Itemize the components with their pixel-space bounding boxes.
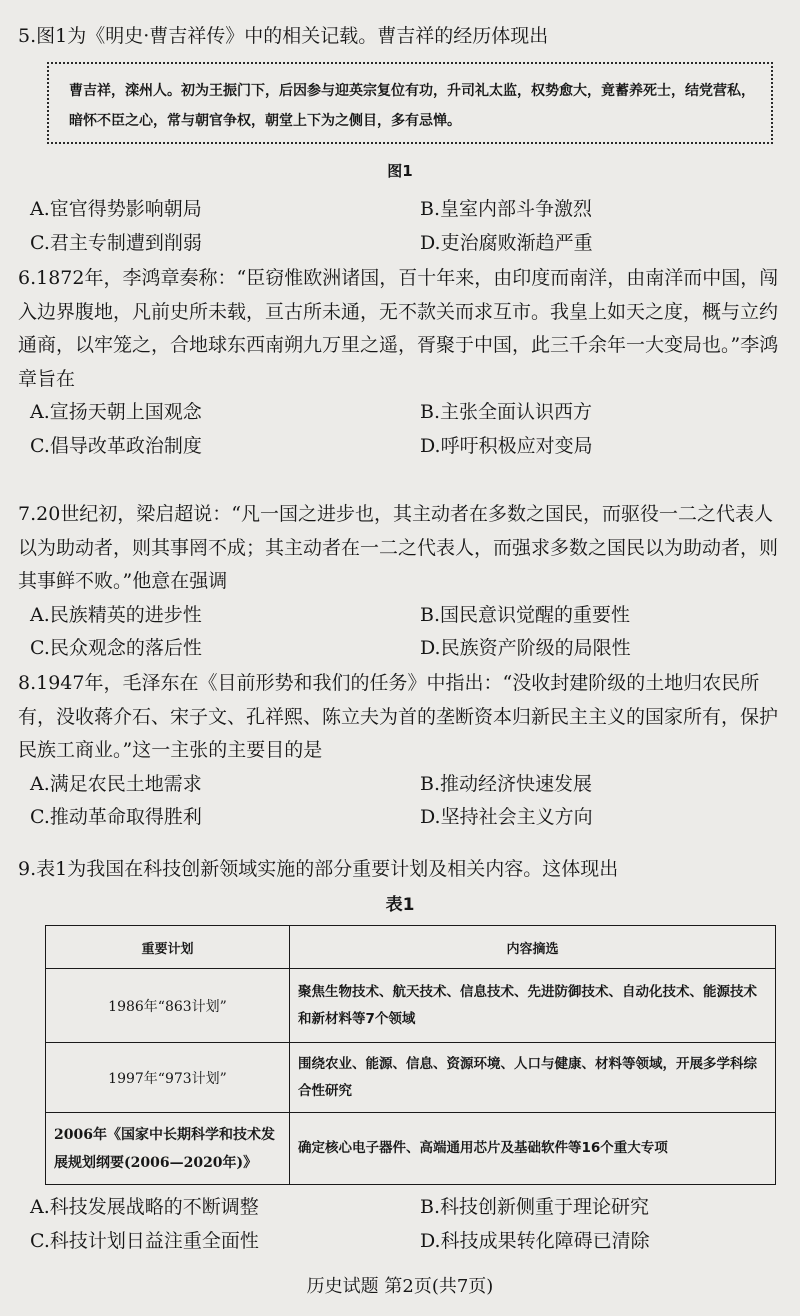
option-b: B.推动经济快速发展 [420,772,593,795]
option-d: D.吏治腐败渐趋严重 [420,231,593,254]
question-9-options [18,1191,780,1258]
question-9 [18,853,780,887]
option-a: A.宣扬天朝上国观念 [30,401,202,423]
table-cell-content: 聚焦生物技术、航天技术、信息技术、先进防御技术、自动化技术、能源技术和新材料等7个领域 [290,969,776,1043]
option-c: C.科技计划日益注重全面性 [30,1229,259,1252]
figure-1-quote: 曹吉祥，滦州人。初为王振门下，后因参与迎英宗复位有功，升司礼太监，权势愈大，竟蓄养死士，结党营私，暗怀不臣之心，常与朝官争权，朝堂上下为之侧目，多有忌惮。 [47,62,773,144]
question-8 [18,667,780,835]
figure-1-caption: 图1 [387,162,413,180]
option-a: A.满足农民土地需求 [30,772,202,795]
question-7 [18,498,780,666]
option-d: D.呼吁积极应对变局 [420,434,593,457]
option-c: C.推动革命取得胜利 [30,806,202,828]
table-cell-content: 围绕农业、能源、信息、资源环境、人口与健康、材料等领域，开展多学科综合性研究 [290,1043,776,1113]
option-c: C.民众观念的落后性 [30,637,202,659]
option-b: B.国民意识觉醒的重要性 [420,603,631,626]
option-c: C.君主专制遭到削弱 [30,231,202,254]
table-cell-plan: 1986年“863计划” [46,969,290,1043]
question-5 [18,20,780,54]
question-8-stem: 8.1947年，毛泽东在《目前形势和我们的任务》中指出：“没收封建阶级的土地归农民所有，没收蒋介石、宋子文、孔祥熙、陈立夫为首的垄断资本归新民主主义的国家所有，保护民族工商业。”这一主张的主要目的是 [18,672,779,761]
table-header-row [46,926,776,969]
question-6-stem: 6.1872年，李鸿章奏称：“臣窃惟欧洲诸国，百十年来，由印度而南洋，由南洋而中国，闯入边界腹地，凡前史所未载，亘古所未通，无不款关而求互市。我皇上如天之度，概与立约通商，以牢笼之，合地球东西南朔九万里之遥，胥聚于中国，此三千余年一大变局也。”李鸿章旨在 [18,267,779,390]
option-a: A.民族精英的进步性 [30,603,202,626]
table-cell-content: 确定核心电子器件、高端通用芯片及基础软件等16个重大专项 [290,1113,776,1185]
table-1 [45,925,776,1185]
table-row [46,1113,776,1185]
table-1-caption: 表1 [385,895,415,915]
option-b: B.皇室内部斗争激烈 [420,198,593,220]
option-d: D.坚持社会主义方向 [420,806,593,828]
question-5-stem: 5.图1为《明史·曹吉祥传》中的相关记载。曹吉祥的经历体现出 [18,25,549,47]
table-header-cell: 重要计划 [46,926,290,969]
page-footer: 历史试题 第2页(共7页) [306,1276,494,1297]
table-cell-plan: 1997年“973计划” [46,1043,290,1113]
table-cell-plan: 2006年《国家中长期科学和技术发展规划纲要(2006—2020年)》 [46,1113,290,1185]
option-d: D.民族资产阶级的局限性 [420,637,631,659]
option-b: B.主张全面认识西方 [420,401,593,423]
table-row [46,1043,776,1113]
option-d: D.科技成果转化障碍已清除 [420,1229,650,1252]
option-a: A.宦官得势影响朝局 [30,198,202,220]
option-c: C.倡导改革政治制度 [30,434,202,457]
table-header-cell: 内容摘选 [290,926,776,969]
option-a: A.科技发展战略的不断调整 [30,1196,259,1218]
question-5-options [18,193,780,260]
option-b: B.科技创新侧重于理论研究 [420,1196,650,1218]
question-9-stem: 9.表1为我国在科技创新领域实施的部分重要计划及相关内容。这体现出 [18,858,619,880]
table-row [46,969,776,1043]
question-7-stem: 7.20世纪初，梁启超说：“凡一国之进步也，其主动者在多数之国民，而驱役一二之代表人以为助动者，则其事罔不成；其主动者在一二之代表人，而强求多数之国民以为助动者，则其事鲜不败。”他意在强调 [18,503,779,592]
question-6 [18,262,780,463]
